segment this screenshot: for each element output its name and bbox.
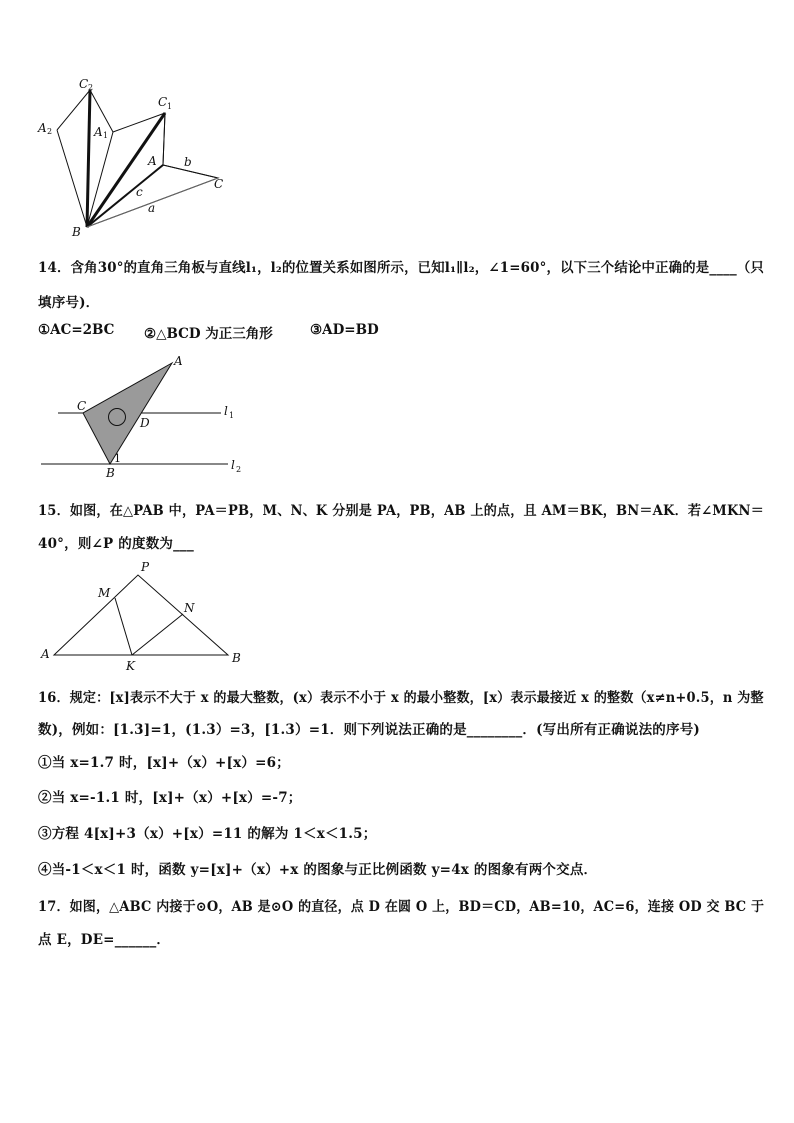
q16-statement-4: ④当-1＜x＜1 时，函数 y=[x]+（x）+x 的图象与正比例函数 y=4x 的图象有两个交点． — [38, 862, 598, 878]
fig13-label-a-side: a — [148, 201, 156, 215]
fig13-seg-c1-a — [163, 113, 165, 165]
fig14-label-l1: l — [224, 404, 228, 418]
fig15-label-k: K — [126, 659, 135, 673]
fig13-outline — [57, 90, 218, 227]
fig14-label-a: A — [174, 354, 183, 368]
fig14-label-angle1: 1 — [114, 452, 121, 465]
fig13-label-a1-sub: 1 — [103, 131, 109, 140]
fig15-label-p: P — [141, 560, 150, 574]
fig15-diagram — [36, 558, 251, 673]
fig13-label-b-side: b — [184, 155, 192, 169]
fig14-label-l1-sub: 1 — [229, 411, 235, 420]
fig13-seg-b-c2 — [87, 90, 90, 227]
fig15-label-b: B — [232, 651, 241, 665]
fig14-diagram — [36, 352, 256, 480]
fig13-label-c-side: c — [136, 185, 143, 199]
fig15-label-a: A — [41, 647, 50, 661]
q16-statement-3: ③方程 4[x]+3（x）+[x）=11 的解为 1＜x＜1.5； — [38, 826, 377, 842]
q14-option-2: ②△BCD 为正三角形 — [144, 326, 273, 342]
q16-line1: 16．规定：[x]表示不大于 x 的最大整数，(x）表示不小于 x 的最小整数，[x）表示最接近 x 的整数（x≠n+0.5，n 为整 — [38, 690, 764, 706]
fig14-label-d: D — [140, 416, 150, 430]
fig14-label-c: C — [77, 399, 87, 413]
fig15-label-n: N — [184, 601, 195, 615]
fig13-label-a: A — [148, 154, 157, 168]
fig13-label-c2: C — [79, 77, 89, 91]
q14-line2: 填序号)． — [38, 295, 100, 311]
fig13-diagram — [30, 70, 240, 240]
q16-statement-1: ①当 x=1.7 时，[x]+（x）+[x）=6； — [38, 755, 290, 771]
q16-statement-2: ②当 x=-1.1 时，[x]+（x）+[x）=-7； — [38, 790, 302, 806]
q14-line1: 14．含角30°的直角三角板与直线l₁，l₂的位置关系如图所示，已知l₁∥l₂，∠1=60°，以下三个结论中正确的是____（只 — [38, 260, 765, 276]
fig13-label-a2: A — [38, 121, 47, 135]
fig13-label-c: C — [214, 177, 224, 191]
q17-line2: 点 E，DE=______． — [38, 932, 171, 948]
q16-line2: 数)，例如：[1.3]=1，(1.3）=3，[1.3）=1．则下列说法正确的是________．(写出所有正确说法的序号) — [38, 722, 700, 738]
fig15-seg-mk — [115, 598, 132, 655]
q15-line2: 40°，则∠P 的度数为___ — [38, 536, 194, 552]
q14-option-3: ③AD=BD — [310, 322, 379, 338]
fig14-label-l2-sub: 2 — [236, 465, 242, 474]
fig14-label-l2: l — [231, 458, 235, 472]
fig13-label-c2-sub: 2 — [88, 83, 94, 92]
fig13-label-a2-sub: 2 — [47, 127, 53, 136]
fig15-label-m: M — [98, 586, 111, 600]
q17-line1: 17．如图，△ABC 内接于⊙O，AB 是⊙O 的直径，点 D 在圆 O 上，BD＝CD，AB=10，AC=6，连接 OD 交 BC 于 — [38, 899, 765, 915]
q15-line1: 15．如图，在△PAB 中，PA＝PB，M、N、K 分别是 PA，PB，AB 上的点，且 AM＝BK，BN＝AK．若∠MKN＝ — [38, 503, 764, 519]
fig13-label-c1-sub: 1 — [167, 102, 173, 111]
fig13-seg-b-a1 — [87, 132, 113, 227]
fig14-label-b: B — [106, 466, 115, 480]
fig15-triangle-pab — [54, 575, 228, 655]
fig15-seg-kn — [132, 614, 183, 655]
q14-option-1: ①AC=2BC — [38, 322, 115, 338]
fig13-label-a1: A — [94, 125, 103, 139]
fig13-label-b: B — [72, 225, 81, 239]
fig13-label-c1: C — [158, 95, 168, 109]
fig13-seg-b-a — [87, 165, 163, 227]
